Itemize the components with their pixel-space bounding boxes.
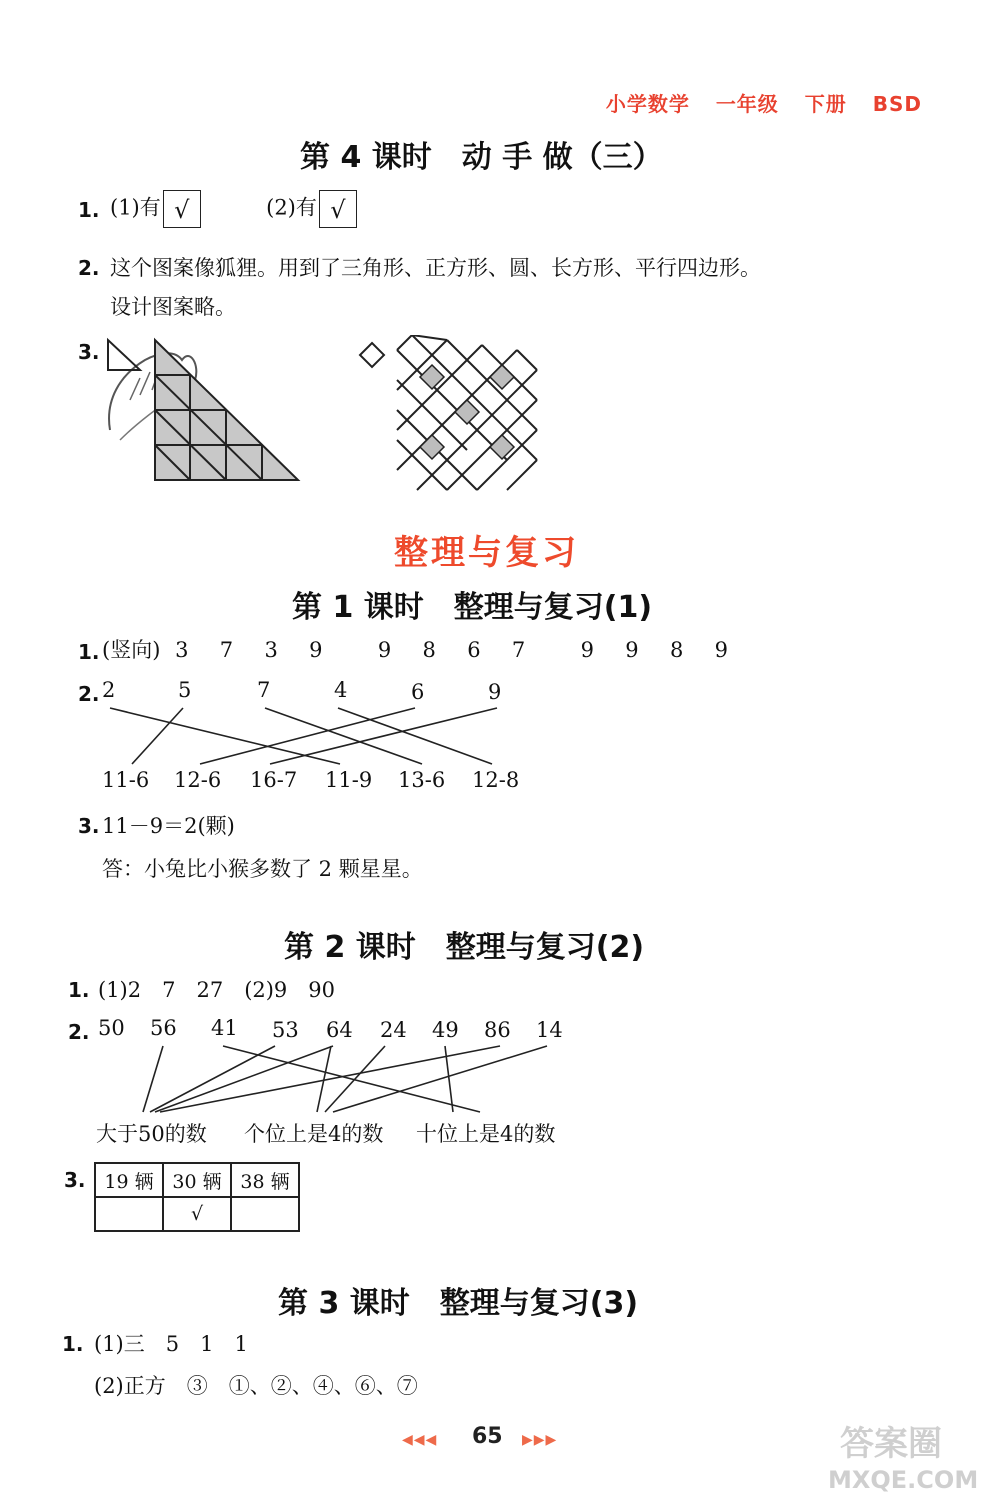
r1-q1-value: 3 — [264, 638, 278, 662]
r1-q2-top-2: 7 — [257, 678, 271, 702]
r1-q1-value: 7 — [219, 638, 234, 662]
l4-q1-part2-box: √ — [319, 190, 357, 228]
r1-q2-bottom-2: 16-7 — [250, 768, 298, 792]
review-2-title: 第 2 课时 整理与复习(2) — [284, 930, 645, 965]
l4-q2-line2: 设计图案略。 — [110, 295, 236, 319]
l4-q3-number: 3. — [78, 340, 100, 364]
l4-q1-part1-box: √ — [163, 190, 201, 228]
r3-q1-line1: (1)三 5 1 1 — [94, 1332, 248, 1356]
r1-q2-matching-lines — [100, 700, 520, 770]
lesson-4-title: 第 4 课时 动 手 做（三） — [300, 140, 663, 175]
r2-q1-number: 1. — [68, 978, 90, 1002]
r1-q3-equation: 11－9＝2(颗) — [102, 814, 235, 838]
r1-q1-value: 8 — [669, 638, 684, 662]
r2-q3-number: 3. — [64, 1168, 86, 1192]
r2-q2-category-0: 大于50的数 — [96, 1122, 207, 1146]
l4-q1-part2-label: (2)有 — [266, 195, 317, 220]
r3-q1-number: 1. — [62, 1332, 84, 1356]
watermark-site: MXQE.COM — [828, 1466, 979, 1494]
r1-q2-top-5: 9 — [488, 680, 502, 704]
header-volume: 下册 — [804, 92, 847, 116]
table-header-cell: 19 辆 — [95, 1163, 163, 1197]
r2-q2-number-6: 49 — [432, 1018, 459, 1042]
r1-q2-bottom-4: 13-6 — [398, 768, 446, 792]
r3-q1-line2: (2)正方 ③ ①、②、④、⑥、⑦ — [94, 1374, 418, 1398]
r2-q3-table — [94, 1162, 300, 1232]
r2-q1-answer: (1)2 7 27 (2)9 90 — [98, 978, 336, 1002]
l4-q1-answer — [110, 190, 357, 228]
r1-q1-value: 9 — [580, 638, 594, 662]
r1-q1-value: 8 — [422, 638, 436, 662]
r1-q2-top-1: 5 — [178, 678, 192, 702]
l4-q2-number: 2. — [78, 256, 100, 280]
r2-q2-number-8: 14 — [536, 1018, 563, 1042]
r2-q2-category-1: 个位上是4的数 — [244, 1122, 384, 1146]
table-header-cell: 38 辆 — [231, 1163, 299, 1197]
r1-q1-value: 6 — [467, 638, 481, 662]
table-header-cell: 30 辆 — [163, 1163, 231, 1197]
watermark-brand: 答案圈 — [840, 1424, 942, 1464]
review-3-title: 第 3 课时 整理与复习(3) — [278, 1286, 639, 1321]
review-1-title: 第 1 课时 整理与复习(1) — [292, 590, 653, 625]
r2-q2-number-0: 50 — [98, 1016, 125, 1040]
r1-q2-number: 2. — [78, 682, 100, 706]
r2-q2-number-2: 41 — [211, 1016, 238, 1040]
section-title: 整理与复习 — [394, 533, 579, 573]
r2-q2-category-2: 十位上是4的数 — [416, 1122, 556, 1146]
footer-left-arrows: ◀◀◀ — [402, 1432, 438, 1448]
r1-q2-bottom-5: 12-8 — [472, 768, 520, 792]
r1-q1-value: 7 — [511, 638, 526, 662]
r2-q2-number-1: 56 — [150, 1016, 177, 1040]
r2-q2-number-5: 24 — [380, 1018, 407, 1042]
r1-q2-top-3: 4 — [334, 678, 348, 702]
l4-q2-line1: 这个图案像狐狸。用到了三角形、正方形、圆、长方形、平行四边形。 — [110, 256, 761, 280]
r1-q1-value: 9 — [377, 638, 392, 662]
r1-q1-value: 9 — [309, 638, 323, 662]
r2-q2-number: 2. — [68, 1020, 90, 1044]
header-subject: 小学数学 — [605, 92, 690, 116]
header-grade: 一年级 — [715, 92, 779, 116]
r2-q2-number-7: 86 — [484, 1018, 511, 1042]
r1-q2-bottom-0: 11-6 — [102, 768, 150, 792]
r2-q2-number-3: 53 — [272, 1018, 299, 1042]
r1-q1-number: 1. — [78, 640, 100, 664]
r1-q1-value: 9 — [625, 638, 639, 662]
triangle-puzzle-figure — [100, 330, 310, 490]
r1-q1-label: (竖向) — [102, 638, 161, 662]
table-mark-cell: √ — [163, 1197, 231, 1231]
r1-q2-top-4: 6 — [411, 680, 425, 704]
table-mark-cell — [231, 1197, 299, 1231]
page-header — [588, 88, 922, 117]
r1-q3-number: 3. — [78, 814, 100, 838]
diamond-grid-figure — [352, 335, 552, 495]
page-number: 65 — [472, 1424, 503, 1449]
r1-q3-answer: 答：小兔比小猴多数了 2 颗星星。 — [102, 857, 423, 881]
r2-q2-number-4: 64 — [326, 1018, 353, 1042]
footer-right-arrows: ▶▶▶ — [522, 1432, 558, 1448]
l4-q1-part1-label: (1)有 — [110, 195, 161, 220]
r1-q1-value: 9 — [714, 638, 729, 662]
r1-q2-bottom-3: 11-9 — [325, 768, 373, 792]
r1-q1-answer — [102, 634, 753, 664]
r2-q2-matching-lines — [95, 1040, 575, 1120]
r1-q1-value: 3 — [175, 638, 189, 662]
table-row — [95, 1163, 299, 1197]
r1-q2-bottom-1: 12-6 — [174, 768, 222, 792]
table-row — [95, 1197, 299, 1231]
r1-q2-top-0: 2 — [102, 678, 116, 702]
header-edition: BSD — [872, 92, 922, 116]
l4-q1-number: 1. — [78, 198, 100, 222]
table-mark-cell — [95, 1197, 163, 1231]
